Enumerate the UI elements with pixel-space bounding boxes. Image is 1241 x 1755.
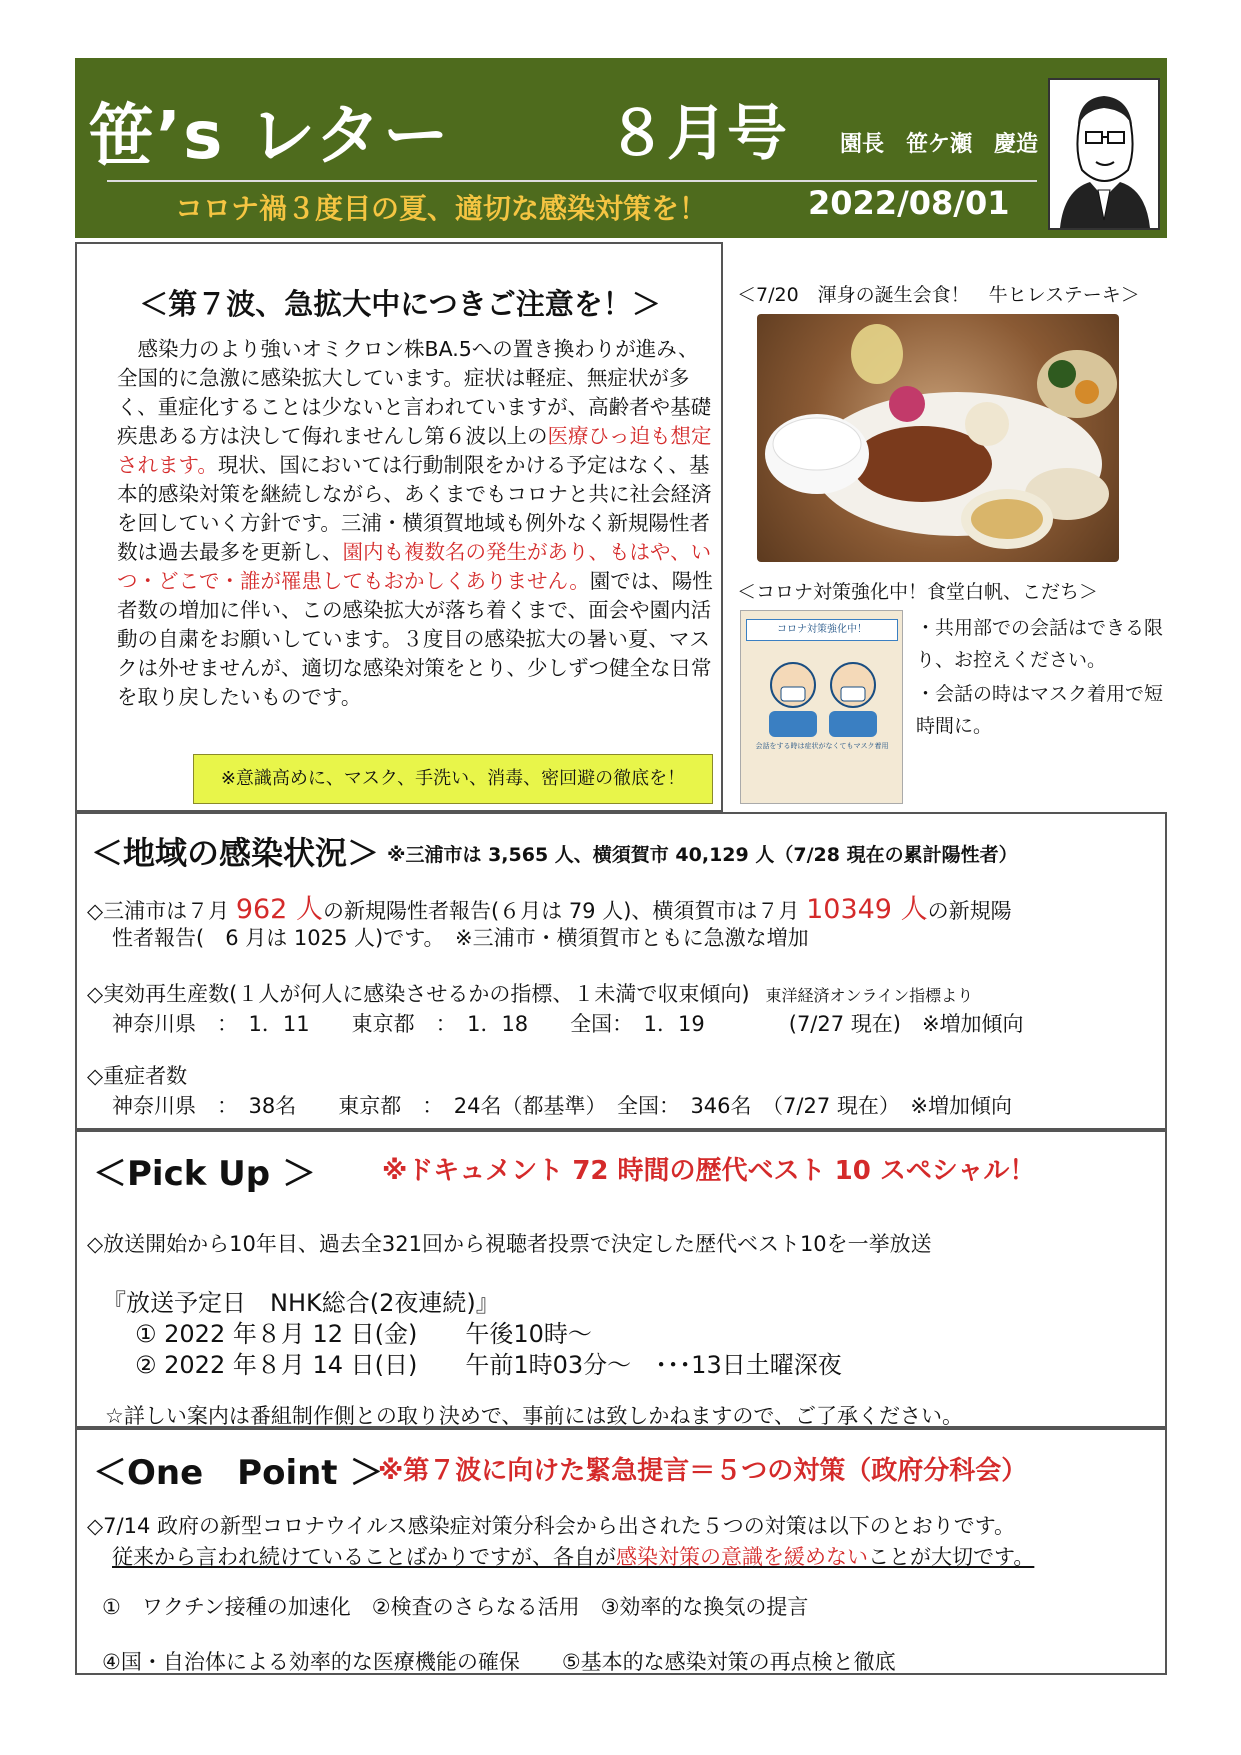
local-line-6: 神奈川県 ： 38名 東京都 ： 24名（都基準） 全国： 346名 （7/27 現在） ※増加傾向 [112, 1094, 1012, 1118]
newsletter-title: 笹’s レター [88, 97, 451, 174]
local-title: ＜地域の感染状況＞ [91, 834, 380, 872]
wave-note: ※意識高めに、マスク、手洗い、消毒、密回避の徹底を！ [193, 754, 713, 804]
onepoint-highlight: 感染対策の意識を緩めない [616, 1545, 868, 1569]
wave-paragraph-2: 現状、国においては行動制限をかける予定はなく、基本的感染対策を継続しながら、あくまでもコロナと共に社会経済を回していく方針です。三浦・横須賀地域も例外なく新規陽性者数は過去最多を更新し、 [117, 453, 712, 564]
onepoint-line-1: ◇7/14 政府の新型コロナウイルス感染症対策分科会から出された５つの対策は以下のとおりです。 [87, 1514, 1016, 1538]
measures-row-2: ④国・自治体による効率的な医療機能の確保 ⑤基本的な感染対策の再点検と徹底 [102, 1650, 896, 1674]
wave-paragraph-1: 感染力のより強いオミクロン株BA.5への置き換わりが進み、全国的に急激に感染拡大しています。症状は軽症、無症状が多く、重症化することは少ないと言われていますが、高齢者や基礎疾患ある方は決して侮れませんし第６波以上の [117, 337, 712, 448]
reproduction-number-heading: ◇実効再生産数(１人が何人に感染させるかの指標、１未満で収束傾向) [87, 982, 750, 1006]
local-line-3 [87, 978, 973, 1008]
dining-rule-1: ・共用部での会話はできる限り、お控えください。 [916, 617, 1164, 671]
poster-text: 会話をする時は症状がなくてもマスク着用 [755, 742, 889, 750]
issue-label: ８月号 [607, 99, 787, 169]
yokosuka-new-cases: 10349 人 [806, 894, 928, 925]
miura-new-cases: 962 人 [235, 894, 323, 925]
local-line-5: ◇重症者数 [87, 1064, 188, 1088]
onepoint-line-2 [112, 1541, 1034, 1571]
measures-row-1: ① ワクチン接種の加速化 ②検査のさらなる活用 ③効率的な換気の提言 [102, 1595, 809, 1619]
pickup-title: ＜Pick Up ＞ [93, 1154, 316, 1194]
onepoint-line-2-text-b: ことが大切です。 [868, 1545, 1035, 1569]
poster-photo [740, 610, 903, 804]
onepoint-subtitle: ※第７波に向けた緊急提言＝５つの対策（政府分科会） [378, 1456, 1028, 1486]
meal-photo-image [757, 314, 1119, 562]
wave-paragraph-3: 園では、陽性者数の増加に伴い、この感染拡大が落ち着くまで、面会や園内活動の自粛をお願いしています。３度目の感染拡大の暑い夏、マスクは外せませんが、適切な感染対策をとり、少しずつ健全な日常を取り戻したいものです。 [117, 569, 713, 709]
reproduction-source: 東洋経済オンライン指標より [765, 986, 974, 1005]
pickup-line-1: ◇放送開始から10年目、過去全321回から視聴者投票で決定した歴代ベスト10を一挙放送 [87, 1232, 932, 1256]
photo-caption-dining: ＜コロナ対策強化中！食堂白帆、こだち＞ [737, 581, 1099, 603]
local-line-4: 神奈川県 ： 1．11 東京都 ： 1．18 全国： 1．19 (7/27 現在) ※増加傾向 [112, 1012, 1024, 1036]
pickup-schedule-2: ② 2022 年８月 14 日(日) 午前1時03分～ ･･･13日土曜深夜 [135, 1351, 842, 1379]
local-line-1 [87, 887, 1012, 926]
onepoint-line-2-text-a: 従来から言われ続けていることばかりですが、各自が [112, 1545, 616, 1569]
onepoint-title: ＜One Point ＞ [93, 1453, 384, 1493]
pickup-note: ☆詳しい案内は番組制作側との取り決めで、事前には致しかねますので、ご了承ください。 [105, 1404, 963, 1428]
pickup-schedule-heading: 『放送予定日 NHK総合(2夜連続)』 [102, 1289, 500, 1317]
issue-date: 2022/08/01 [808, 184, 1010, 222]
pickup-schedule-1: ① 2022 年８月 12 日(金) 午後10時～ [135, 1320, 592, 1348]
wave-body [117, 335, 717, 712]
dining-rule-2: ・会話の時はマスク着用で短時間に。 [916, 683, 1164, 737]
wave-highlight-1: 医療ひっ迫も想定されます。 [117, 424, 712, 477]
local-cumulative-note: ※三浦市は 3,565 人、横須賀市 40,129 人（7/28 現在の累計陽性者） [387, 844, 1018, 866]
meal-photo [757, 314, 1119, 562]
pickup-subtitle: ※ドキュメント 72 時間の歴代ベスト 10 スペシャル！ [382, 1156, 1036, 1186]
photo-caption-meal: ＜7/20 渾身の誕生会食！ 牛ヒレステーキ＞ [737, 284, 1140, 306]
poster-people-icon [755, 647, 890, 737]
wave-highlight-2: 園内も複数名の発生があり、もはや、いつ・どこで・誰が罹患してもおかしくありません。 [117, 540, 712, 593]
author-name: 園長 笹ケ瀬 慶造 [840, 132, 1039, 157]
local-line-1-text-c: の新規陽 [927, 899, 1012, 923]
portrait-sketch-icon [1050, 80, 1158, 228]
author-portrait [1048, 78, 1160, 230]
wave-title: ＜第７波、急拡大中につきご注意を！＞ [139, 287, 661, 321]
local-line-1-text-b: の新規陽性者報告(６月は 79 人)、横須賀市は７月 [322, 899, 807, 923]
poster-title: コロナ対策強化中！ [746, 619, 898, 641]
local-line-2: 性者報告( 6 月は 1025 人)です。 ※三浦市・横須賀市ともに急激な増加 [112, 926, 809, 950]
local-line-1-text-a: ◇三浦市は７月 [87, 899, 236, 923]
subtitle: コロナ禍３度目の夏、適切な感染対策を！ [175, 192, 708, 225]
